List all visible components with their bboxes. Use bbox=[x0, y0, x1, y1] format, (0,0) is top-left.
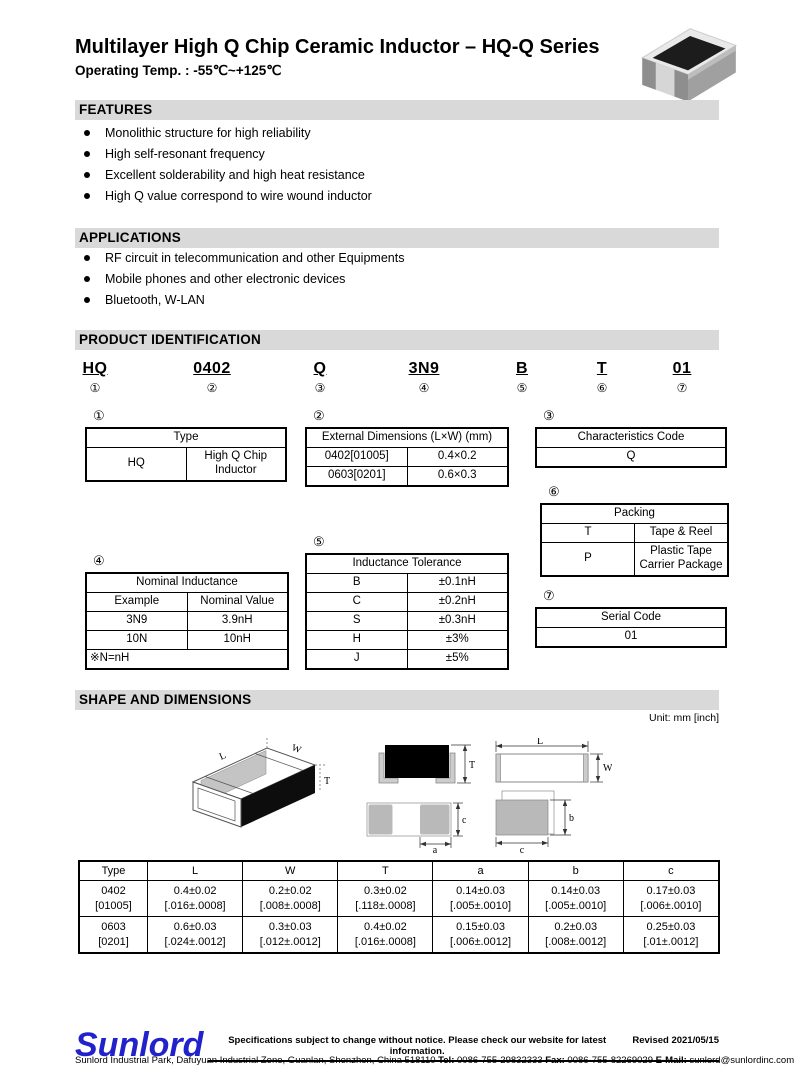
dim-col-header: b bbox=[528, 862, 623, 881]
code-value: B bbox=[515, 360, 529, 377]
dim-label-c: c bbox=[519, 845, 525, 855]
code-value: Q bbox=[313, 360, 327, 377]
bullet-icon bbox=[84, 130, 90, 136]
characteristics-code-table-group bbox=[535, 408, 727, 468]
company-address: Sunlord Industrial Park, Dafuyuan Industrial Zone, Guanlan, Shenzhen, China 518110 bbox=[75, 1055, 436, 1066]
feature-item bbox=[84, 164, 704, 185]
size-code: 0402[01005] bbox=[307, 448, 408, 467]
table-header: Nominal Inductance bbox=[87, 574, 288, 593]
external-dimensions-table bbox=[306, 428, 508, 486]
code-segment bbox=[597, 360, 608, 395]
code-ref-number: ⑤ bbox=[516, 381, 528, 395]
dim-col-header: W bbox=[243, 862, 338, 881]
size-value: 0.6×0.3 bbox=[407, 467, 508, 486]
code-ref-number: ③ bbox=[314, 381, 326, 395]
packing-desc: Tape & Reel bbox=[635, 524, 728, 543]
serial-value: 01 bbox=[537, 628, 726, 647]
part-number-breakdown bbox=[75, 360, 719, 408]
tel-label: Tel: bbox=[438, 1055, 455, 1066]
dim-cell: 0.3±0.02 [.118±.0008] bbox=[338, 881, 433, 917]
dim-col-header: L bbox=[148, 862, 243, 881]
feature-text: High self-resonant frequency bbox=[105, 146, 265, 161]
table-header: Serial Code bbox=[537, 609, 726, 628]
tolerance-code: J bbox=[307, 650, 408, 669]
application-item bbox=[84, 247, 704, 268]
revision-date: Revised 2021/05/15 bbox=[632, 1035, 719, 1046]
dim-cell: 0.4±0.02 [.016±.0008] bbox=[148, 881, 243, 917]
serial-code-table bbox=[536, 608, 726, 647]
code-ref-number: ⑦ bbox=[676, 381, 688, 395]
code-ref-number: ② bbox=[206, 381, 218, 395]
dimensions-table bbox=[79, 861, 719, 953]
tolerance-code: B bbox=[307, 574, 408, 593]
tolerance-value: ±0.1nH bbox=[407, 574, 508, 593]
dim-col-header: Type bbox=[80, 862, 148, 881]
characteristics-code-table bbox=[536, 428, 726, 467]
table-header: Packing bbox=[542, 505, 728, 524]
application-text: Bluetooth, W-LAN bbox=[105, 292, 205, 307]
dim-col-header: a bbox=[433, 862, 528, 881]
section-header-shape-and-dimensions: SHAPE AND DIMENSIONS bbox=[75, 690, 719, 710]
table-header: External Dimensions (L×W) (mm) bbox=[307, 429, 508, 448]
table-ref-number: ④ bbox=[93, 553, 105, 568]
type-code: HQ bbox=[87, 448, 187, 481]
operating-temp: Operating Temp. : -55℃~+125℃ bbox=[75, 63, 282, 78]
dim-cell: 0.6±0.03 [.024±.0012] bbox=[148, 917, 243, 953]
dim-cell: 0.2±0.02 [.008±.0008] bbox=[243, 881, 338, 917]
dim-cell: 0.15±0.03 [.006±.0012] bbox=[433, 917, 528, 953]
end-view-drawing bbox=[492, 787, 582, 855]
tolerance-code: H bbox=[307, 631, 408, 650]
code-segment bbox=[673, 360, 692, 395]
table-ref-number: ② bbox=[313, 408, 325, 423]
code-value: 0402 bbox=[193, 360, 231, 377]
feature-text: High Q value correspond to wire wound inductor bbox=[105, 188, 372, 203]
table-header: Characteristics Code bbox=[537, 429, 726, 448]
characteristics-value: Q bbox=[537, 448, 726, 467]
dim-label-L: L bbox=[536, 738, 544, 747]
front-view-drawing bbox=[372, 740, 480, 796]
email-address: sunlord@sunlordinc.com bbox=[689, 1055, 794, 1066]
unit-note: Unit: mm [inch] bbox=[648, 712, 719, 724]
packing-table bbox=[541, 504, 728, 576]
dim-label-c: c bbox=[462, 815, 467, 826]
dim-cell: 0.17±0.03 [.006±.0010] bbox=[623, 881, 718, 917]
dim-label-T: T bbox=[324, 776, 331, 787]
dim-cell: 0603 [0201] bbox=[80, 917, 148, 953]
external-dimensions-table-group bbox=[305, 408, 509, 487]
dim-label-L: L bbox=[217, 750, 228, 763]
bullet-icon bbox=[84, 151, 90, 157]
packing-desc: Plastic Tape Carrier Package bbox=[635, 543, 728, 576]
isometric-view-drawing bbox=[175, 732, 337, 852]
table-ref-number: ⑦ bbox=[543, 588, 555, 603]
nominal-inductance-table-group bbox=[85, 553, 289, 670]
feature-item bbox=[84, 122, 704, 143]
packing-table-group bbox=[540, 484, 729, 577]
footer-address-row bbox=[75, 1055, 794, 1066]
table-ref-number: ① bbox=[93, 408, 105, 423]
applications-list bbox=[84, 247, 704, 310]
table-note: ※N=nH bbox=[87, 650, 288, 669]
inductance-tolerance-table-group bbox=[305, 534, 509, 670]
page-title: Multilayer High Q Chip Ceramic Inductor – HQ-Q Series bbox=[75, 36, 600, 58]
serial-code-table-group bbox=[535, 588, 727, 648]
bullet-icon bbox=[84, 193, 90, 199]
column-header: Nominal Value bbox=[187, 593, 288, 612]
fax-label: Fax: bbox=[545, 1055, 565, 1066]
packing-code: T bbox=[542, 524, 635, 543]
feature-item bbox=[84, 143, 704, 164]
tolerance-code: C bbox=[307, 593, 408, 612]
chip-inductor-3d-image bbox=[636, 18, 740, 104]
feature-text: Excellent solderability and high heat resistance bbox=[105, 167, 365, 182]
email-label: E-Mail: bbox=[655, 1055, 687, 1066]
company-logo: Sunlord bbox=[75, 1026, 204, 1064]
type-desc: High Q Chip Inductor bbox=[186, 448, 286, 481]
size-code: 0603[0201] bbox=[307, 467, 408, 486]
bottom-view-drawing bbox=[363, 794, 469, 854]
application-text: Mobile phones and other electronic devices bbox=[105, 271, 346, 286]
section-header-applications: APPLICATIONS bbox=[75, 228, 719, 248]
dim-cell: 0.3±0.03 [.012±.0012] bbox=[243, 917, 338, 953]
top-view-drawing bbox=[490, 738, 612, 792]
bullet-icon bbox=[84, 276, 90, 282]
code-ref-number: ① bbox=[89, 381, 101, 395]
type-table-group bbox=[85, 408, 287, 482]
dimensions-table-wrap bbox=[78, 860, 720, 954]
dim-label-b: b bbox=[569, 813, 574, 824]
dim-col-header: T bbox=[338, 862, 433, 881]
tolerance-value: ±5% bbox=[407, 650, 508, 669]
example-code: 3N9 bbox=[87, 612, 188, 631]
column-header: Example bbox=[87, 593, 188, 612]
fax-number: 0086-755-82269029 bbox=[567, 1055, 654, 1066]
code-value: 01 bbox=[672, 360, 692, 377]
dim-label-T: T bbox=[469, 760, 476, 771]
example-code: 10N bbox=[87, 631, 188, 650]
section-header-product-identification: PRODUCT IDENTIFICATION bbox=[75, 330, 719, 350]
tolerance-code: S bbox=[307, 612, 408, 631]
table-row bbox=[80, 881, 719, 917]
footer-notice: Specifications subject to change without notice. Please check our website for latest information. bbox=[228, 1035, 607, 1057]
size-value: 0.4×0.2 bbox=[407, 448, 508, 467]
features-list bbox=[84, 122, 704, 206]
tolerance-value: ±3% bbox=[407, 631, 508, 650]
table-header: Inductance Tolerance bbox=[307, 555, 508, 574]
type-table bbox=[86, 428, 286, 481]
tolerance-value: ±0.2nH bbox=[407, 593, 508, 612]
tel-number: 0086-755-29832333 bbox=[457, 1055, 543, 1066]
dim-cell: 0402 [01005] bbox=[80, 881, 148, 917]
table-row bbox=[80, 917, 719, 953]
code-ref-number: ⑥ bbox=[596, 381, 608, 395]
dimension-drawings bbox=[75, 730, 719, 858]
dim-cell: 0.2±0.03 [.008±.0012] bbox=[528, 917, 623, 953]
dim-cell: 0.4±0.02 [.016±.0008] bbox=[338, 917, 433, 953]
nominal-value: 10nH bbox=[187, 631, 288, 650]
bullet-icon bbox=[84, 255, 90, 261]
code-value: T bbox=[596, 360, 608, 377]
dim-col-header: c bbox=[623, 862, 718, 881]
bullet-icon bbox=[84, 172, 90, 178]
nominal-inductance-table bbox=[86, 573, 288, 669]
application-text: RF circuit in telecommunication and other Equipments bbox=[105, 250, 405, 265]
application-item bbox=[84, 289, 704, 310]
dim-label-W: W bbox=[289, 742, 303, 757]
code-legend-tables bbox=[75, 408, 723, 674]
feature-text: Monolithic structure for high reliability bbox=[105, 125, 311, 140]
feature-item bbox=[84, 185, 704, 206]
table-ref-number: ⑥ bbox=[548, 484, 560, 499]
dim-cell: 0.14±0.03 [.005±.0010] bbox=[528, 881, 623, 917]
table-header: Type bbox=[87, 429, 286, 448]
code-ref-number: ④ bbox=[418, 381, 430, 395]
code-value: HQ bbox=[82, 360, 108, 377]
section-header-features: FEATURES bbox=[75, 100, 719, 120]
code-value: 3N9 bbox=[408, 360, 440, 377]
dim-cell: 0.14±0.03 [.005±.0010] bbox=[433, 881, 528, 917]
code-segment bbox=[83, 360, 108, 395]
code-segment bbox=[314, 360, 327, 395]
dim-cell: 0.25±0.03 [.01±.0012] bbox=[623, 917, 718, 953]
code-segment bbox=[409, 360, 440, 395]
nominal-value: 3.9nH bbox=[187, 612, 288, 631]
application-item bbox=[84, 268, 704, 289]
code-segment bbox=[193, 360, 231, 395]
tolerance-value: ±0.3nH bbox=[407, 612, 508, 631]
inductance-tolerance-table bbox=[306, 554, 508, 669]
bullet-icon bbox=[84, 297, 90, 303]
code-segment bbox=[516, 360, 528, 395]
table-ref-number: ③ bbox=[543, 408, 555, 423]
dim-label-a: a bbox=[432, 845, 438, 854]
table-ref-number: ⑤ bbox=[313, 534, 325, 549]
dim-label-W: W bbox=[603, 763, 612, 774]
packing-code: P bbox=[542, 543, 635, 576]
